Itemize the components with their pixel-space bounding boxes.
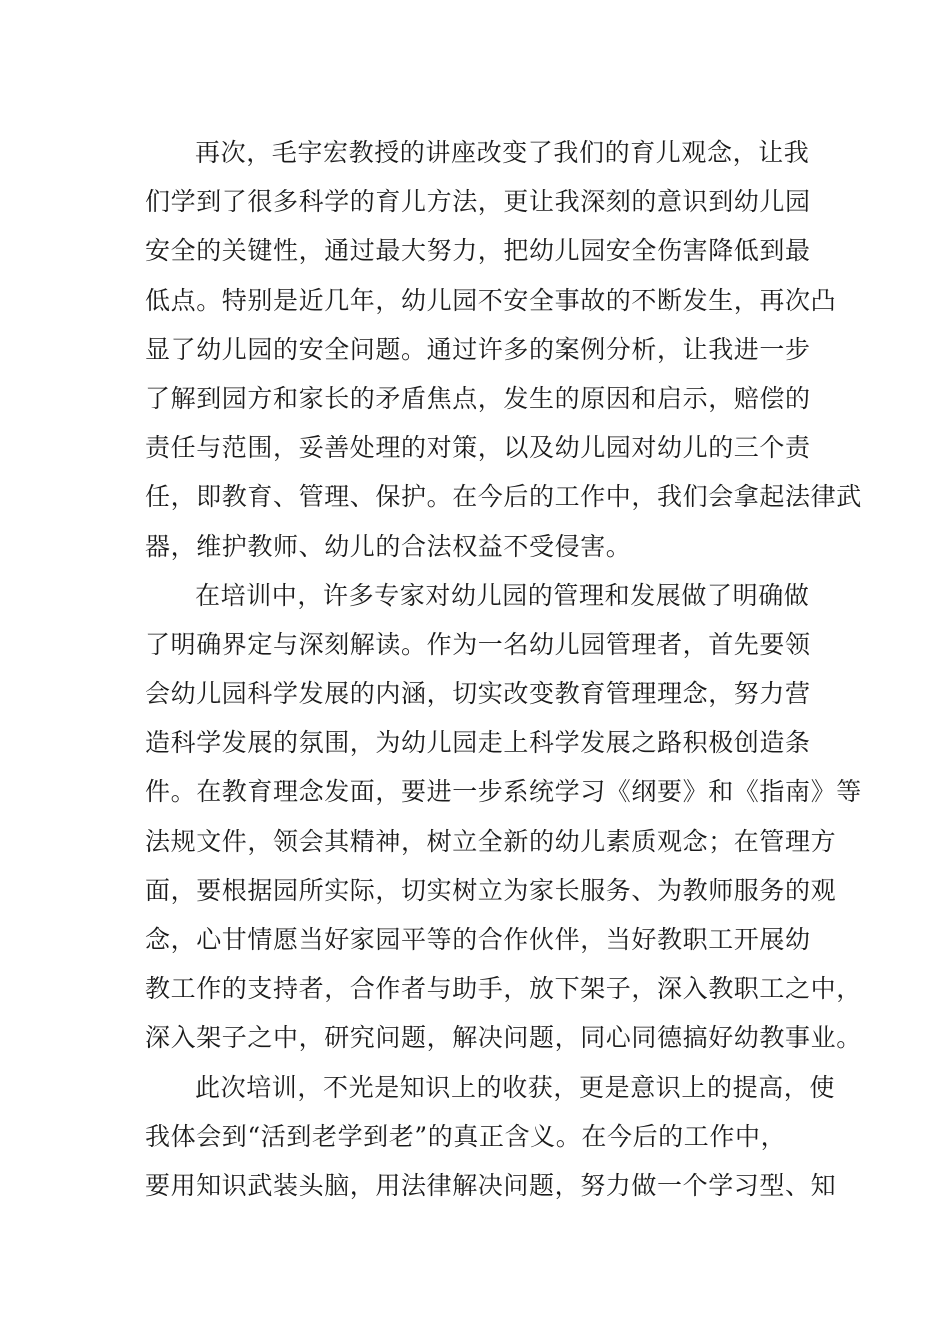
text-line: 件。在教育理念发面，要进一步系统学习《纲要》和《指南》等 [145, 777, 862, 807]
text-line: 我体会到“活到老学到老”的真正含义。在今后的工作中， [145, 1121, 787, 1151]
text-line: 再次，毛宇宏教授的讲座改变了我们的育儿观念，让我 [195, 138, 810, 167]
text-line: 责任与范围，妥善处理的对策，以及幼儿园对幼儿的三个责 [145, 433, 811, 463]
text-line: 低点。特别是近几年，幼儿园不安全事故的不断发生，再次凸 [145, 285, 837, 315]
text-line: 任，即教育、管理、保护。在今后的工作中，我们会拿起法律武 [145, 482, 862, 512]
paragraph-3 [145, 1063, 837, 1211]
paragraph-2 [145, 571, 862, 1063]
text-line: 安全的关键性，通过最大努力，把幼儿园安全伤害降低到最 [145, 236, 811, 266]
document-body [145, 128, 862, 1210]
text-line: 器，维护教师、幼儿的合法权益不受侵害。 [145, 531, 632, 561]
text-line: 深入架子之中，研究问题，解决问题，同心同德搞好幼教事业。 [145, 1023, 862, 1053]
text-line: 了明确界定与深刻解读。作为一名幼儿园管理者，首先要领 [145, 629, 811, 659]
text-line: 了解到园方和家长的矛盾焦点，发生的原因和启示，赔偿的 [145, 383, 811, 413]
text-line: 会幼儿园科学发展的内涵，切实改变教育管理理念，努力营 [145, 679, 811, 709]
text-line: 们学到了很多科学的育儿方法，更让我深刻的意识到幼儿园 [145, 187, 811, 217]
text-line: 在培训中，许多专家对幼儿园的管理和发展做了明确做 [195, 580, 810, 610]
text-line: 造科学发展的氛围，为幼儿园走上科学发展之路积极创造条 [145, 728, 811, 758]
text-line: 面，要根据园所实际，切实树立为家长服务、为教师服务的观 [145, 875, 837, 905]
text-line: 要用知识武装头脑，用法律解决问题，努力做一个学习型、知 [145, 1170, 837, 1200]
text-line: 法规文件，领会其精神，树立全新的幼儿素质观念；在管理方 [145, 826, 837, 856]
text-line: 此次培训，不光是知识上的收获，更是意识上的提高，使 [195, 1072, 836, 1102]
paragraph-1 [145, 128, 862, 571]
text-line: 显了幼儿园的安全问题。通过许多的案例分析，让我进一步 [145, 334, 811, 364]
text-line: 教工作的支持者，合作者与助手，放下架子，深入教职工之中， [145, 974, 862, 1004]
text-line: 念，心甘情愿当好家园平等的合作伙伴，当好教职工开展幼 [145, 925, 811, 954]
